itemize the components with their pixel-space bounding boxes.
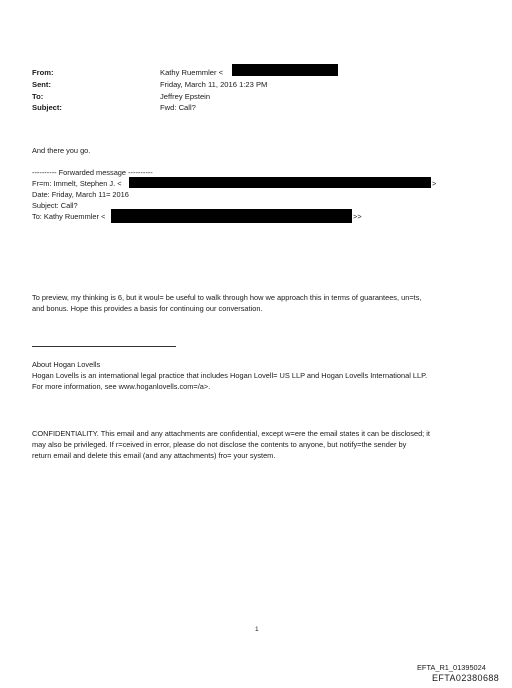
forwarded-subject: Subject: Call?: [32, 201, 78, 210]
confidentiality-line-1: CONFIDENTIALITY. This email and any attachments are confidential, except w=ere the email states it can be disclosed; it: [32, 429, 430, 438]
about-line-1: Hogan Lovells is an international legal practice that includes Hogan Lovell= US LLP and Hogan Lovells International LLP.: [32, 371, 428, 380]
forwarded-date: Date: Friday, March 11= 2016: [32, 190, 129, 199]
bates-id-secondary: EFTA02380688: [432, 673, 500, 683]
body-paragraph-line-2: and bonus. Hope this provides a basis for continuing our conversation.: [32, 304, 263, 313]
forwarded-from-tail: >: [432, 179, 437, 188]
subject-label: Subject:: [32, 103, 62, 112]
redaction-box: [111, 209, 352, 223]
about-line-2: For more information, see www.hoganlovells.com=/a>.: [32, 382, 211, 391]
body-paragraph-line-1: To preview, my thinking is 6, but it woul= be useful to walk through how we approach this in terms of guarantees, un=ts,: [32, 293, 422, 302]
forwarded-divider: ---------- Forwarded message ----------: [32, 168, 153, 177]
to-label: To:: [32, 92, 44, 101]
page-number: 1: [255, 626, 259, 633]
subject-value: Fwd: Call?: [160, 103, 196, 112]
redaction-box: [129, 177, 431, 188]
forwarded-to-tail: >>: [353, 212, 362, 221]
from-value: Kathy Ruemmler <: [160, 68, 224, 77]
sent-label: Sent:: [32, 80, 51, 89]
forwarded-to: To: Kathy Ruemmler <: [32, 212, 106, 221]
intro-text: And there you go.: [32, 146, 91, 155]
to-value: Jeffrey Epstein: [160, 92, 211, 101]
confidentiality-line-3: return email and delete this email (and any attachments) fro= your system.: [32, 451, 276, 460]
forwarded-from: Fr=m: Immelt, Stephen J. <: [32, 179, 122, 188]
sent-value: Friday, March 11, 2016 1:23 PM: [160, 80, 268, 89]
bates-id-primary: EFTA_R1_01395024: [417, 663, 486, 672]
redaction-box: [232, 64, 338, 76]
confidentiality-line-2: may also be privileged. If r=ceived in error, please do not disclose the contents to anyone, but notify=the sender by: [32, 440, 407, 449]
separator-line: [32, 346, 176, 347]
about-heading: About Hogan Lovells: [32, 360, 101, 369]
from-label: From:: [32, 68, 54, 77]
